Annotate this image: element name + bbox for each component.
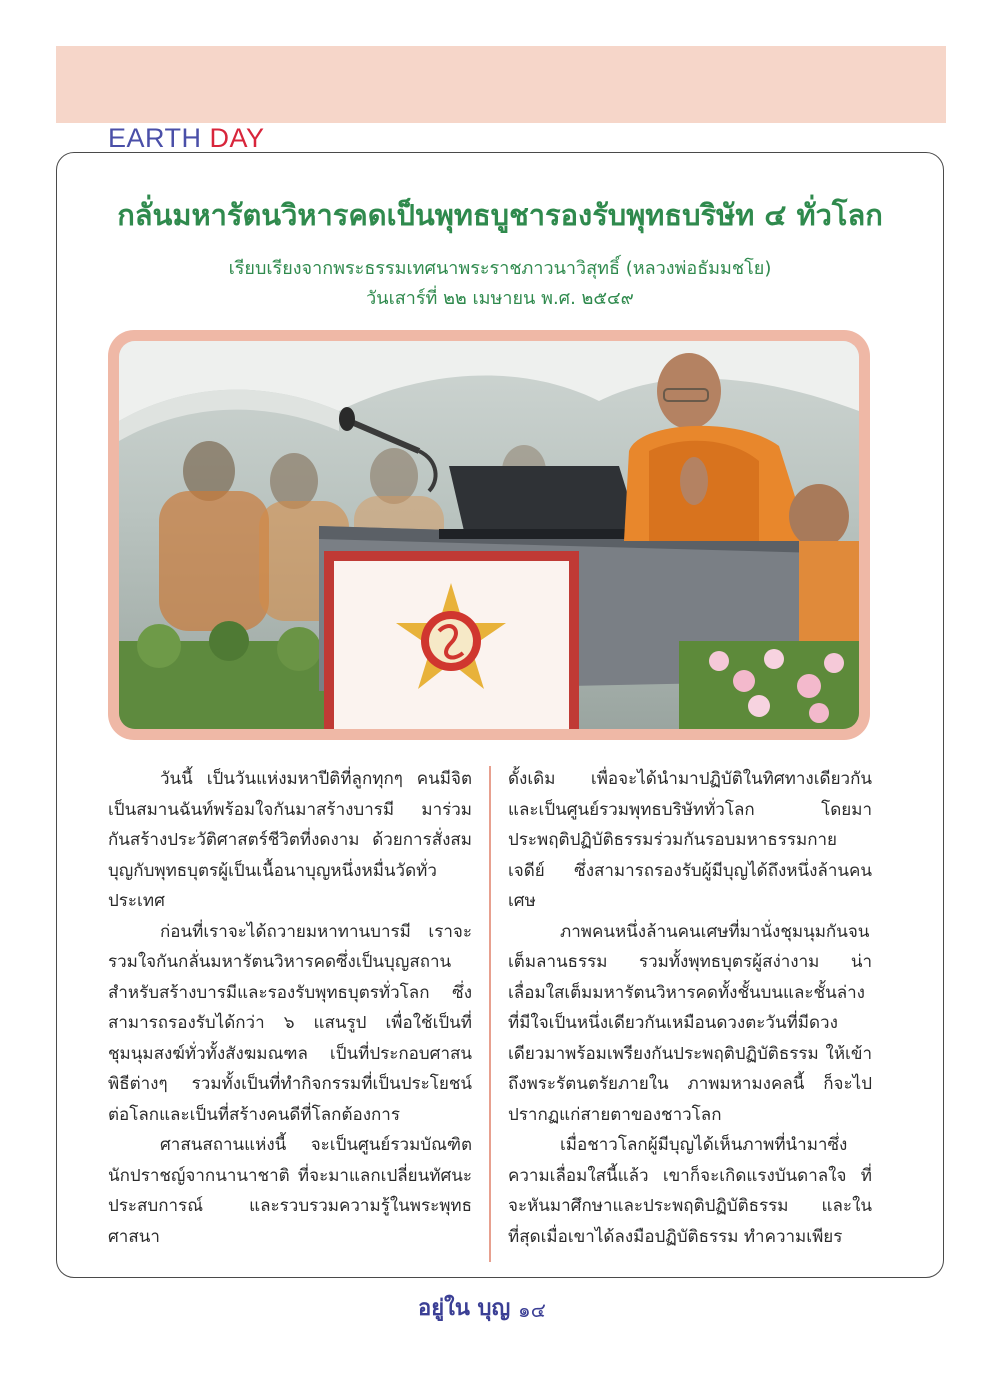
- header-band: [56, 46, 946, 123]
- section-word-day: DAY: [209, 123, 265, 153]
- article-date: วันเสาร์ที่ ๒๒ เมษายน พ.ศ. ๒๕๔๙: [366, 288, 634, 309]
- section-label: [108, 122, 265, 154]
- paragraph: วันนี้ เป็นวันแห่งมหาปีติที่ลูกทุกๆ คนมีจิตเป็นสมานฉันท์พร้อมใจกันมาสร้างบารมี มาร่วมกันสร้างประวัติศาสตร์ชีวิตที่งดงาม ด้วยการสั่งสมบุญกับพุทธบุตรผู้เป็นเนื้อนาบุญหนึ่งหมื่นวัดทั่วประเทศ: [108, 769, 472, 911]
- photo-frame: [108, 330, 870, 740]
- column-divider: [489, 766, 491, 1262]
- page-footer: [418, 1288, 588, 1328]
- column-right: [508, 764, 872, 1252]
- article-source: เรียบเรียงจากพระธรรมเทศนาพระราชภาวนาวิสุทธิ์ (หลวงพ่อธัมมชโย): [228, 258, 772, 279]
- article-title: กลั่นมหารัตนวิหารคดเป็นพุทธบูชารองรับพุทธบริษัท ๔ ทั่วโลก: [117, 198, 883, 232]
- section-word-earth: EARTH: [108, 123, 202, 153]
- page-number: ๑๔: [518, 1298, 546, 1322]
- paragraph: ศาสนสถานแห่งนี้ จะเป็นศูนย์รวมบัณฑิตนักปราชญ์จากนานาชาติ ที่จะมาแลกเปลี่ยนทัศนะประสบการณ์ และรวบรวมความรู้ในพระพุทธศาสนา: [108, 1135, 472, 1247]
- paragraph: เมื่อชาวโลกผู้มีบุญได้เห็นภาพที่นำมาซึ่งความเลื่อมใสนี้แล้ว เขาก็จะเกิดแรงบันดาลใจ ที่จะหันมาศึกษาและประพฤติปฏิบัติธรรม และในที่สุดเมื่อเขาได้ลงมือปฏิบัติธรรม ทำความเพียร: [508, 1135, 872, 1247]
- photo-monk-at-podium: [119, 341, 859, 729]
- paragraph: ดั้งเดิม เพื่อจะได้นำมาปฏิบัติในทิศทางเดียวกัน และเป็นศูนย์รวมพุทธบริษัททั่วโลก โดยมาประพฤติปฏิบัติธรรมร่วมกันรอบมหาธรรมกายเจดีย์ ซึ่งสามารถรองรับผู้มีบุญได้ถึงหนึ่งล้านคนเศษ: [508, 769, 872, 911]
- paragraph: ก่อนที่เราจะได้ถวายมหาทานบารมี เราจะรวมใจกันกลั่นมหารัตนวิหารคดซึ่งเป็นบุญสถานสำหรับสร้างบารมีและรองรับพุทธบุตรทั่วโลก ซึ่งสามารถรองรับได้กว่า ๖ แสนรูป เพื่อใช้เป็นที่ชุมนุมสงฆ์ทั่วทั้งสังฆมณฑล เป็นที่ประกอบศาสนพิธีต่างๆ รวมทั้งเป็นที่ทำกิจกรรมที่เป็นประโยชน์ต่อโลกและเป็นที่สร้างคนดีที่โลกต้องการ: [108, 921, 472, 1125]
- magazine-logo: อยู่ใน บุญ: [418, 1295, 511, 1321]
- photo-illustration: [119, 341, 859, 729]
- column-left: [108, 764, 472, 1252]
- paragraph: ภาพคนหนึ่งล้านคนเศษที่มานั่งชุมนุมกันจนเต็มลานธรรม รวมทั้งพุทธบุตรผู้สง่างาม น่าเลื่อมใสเต็มมหารัตนวิหารคดทั้งชั้นบนและชั้นล่างที่มีใจเป็นหนึ่งเดียวกันเหมือนดวงตะวันที่มีดวงเดียวมาพร้อมเพรียงกันประพฤติปฏิบัติธรรม ให้เข้าถึงพระรัตนตรัยภายใน ภาพมหามงคลนี้ ก็จะไปปรากฏแก่สายตาของชาวโลก: [508, 921, 872, 1125]
